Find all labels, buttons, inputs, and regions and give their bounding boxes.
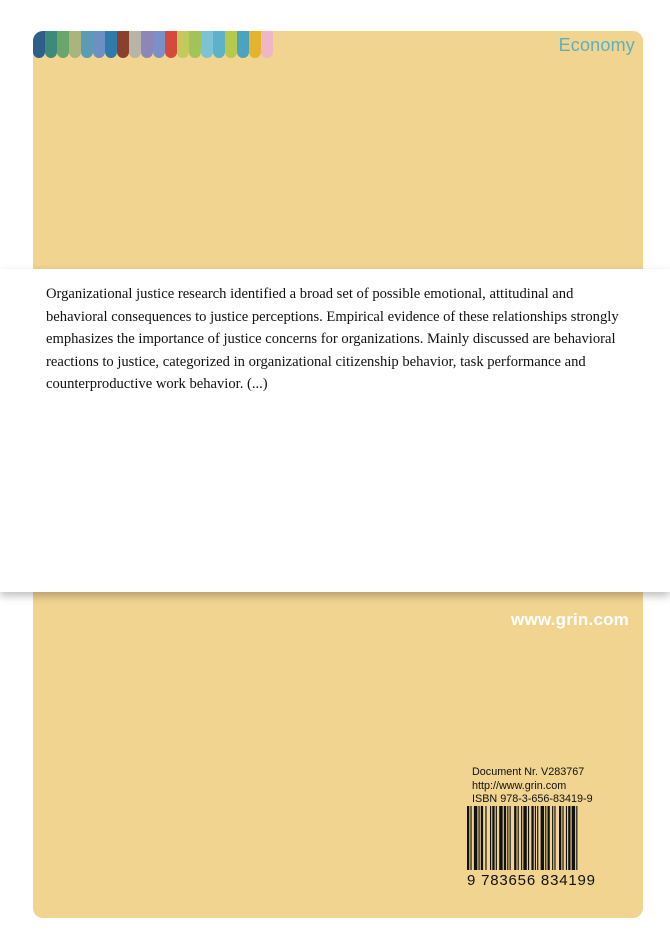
barcode-bar [470, 806, 471, 870]
barcode [467, 806, 627, 896]
cover-top-panel [33, 31, 643, 269]
barcode-bar [496, 806, 497, 870]
color-stripe [249, 31, 261, 58]
barcode-bars [467, 806, 627, 872]
color-stripe [237, 31, 249, 58]
document-number: Document Nr. V283767 [472, 766, 585, 778]
barcode-bar [537, 806, 538, 870]
barcode-bar [576, 806, 577, 870]
color-stripe [165, 31, 177, 58]
barcode-bar [572, 806, 575, 870]
color-stripe [261, 31, 273, 58]
barcode-bar [528, 806, 529, 870]
barcode-bar [535, 806, 536, 870]
color-stripe [201, 31, 213, 58]
color-stripe [33, 31, 45, 58]
color-stripe [141, 31, 153, 58]
barcode-bar [514, 806, 516, 870]
barcode-bar [485, 806, 486, 870]
color-stripe [93, 31, 105, 58]
barcode-bar [507, 806, 508, 870]
color-stripe [117, 31, 129, 58]
barcode-bar [510, 806, 511, 870]
color-stripe [213, 31, 225, 58]
website-label: www.grin.com [511, 610, 629, 629]
color-stripe [129, 31, 141, 58]
document-info [472, 766, 593, 807]
barcode-bar [523, 806, 526, 870]
color-stripe [189, 31, 201, 58]
blurb-panel [0, 269, 670, 592]
barcode-bar [521, 806, 522, 870]
barcode-bar [531, 806, 533, 870]
barcode-bar [559, 806, 561, 870]
document-url: http://www.grin.com [472, 779, 567, 792]
isbn: ISBN 978-3-656-83419-9 [472, 793, 593, 805]
barcode-bar [474, 806, 477, 870]
barcode-bar [492, 806, 494, 870]
barcode-bar [479, 806, 480, 870]
color-stripe [69, 31, 81, 58]
barcode-bar [499, 806, 502, 870]
barcode-bar [554, 806, 555, 870]
barcode-digits: 9 783656 834199 [467, 872, 596, 889]
color-stripe [153, 31, 165, 58]
barcode-bar [562, 806, 563, 870]
barcode-bar [566, 806, 567, 870]
cover-bottom-panel [33, 592, 643, 918]
barcode-bar [504, 806, 506, 870]
color-stripe [105, 31, 117, 58]
barcode-bar [467, 806, 469, 870]
color-stripe [225, 31, 237, 58]
color-stripes [33, 31, 273, 58]
barcode-bar [481, 806, 483, 870]
barcode-bar [552, 806, 553, 870]
category-label: Economy [558, 35, 635, 55]
color-stripe [57, 31, 69, 58]
barcode-bar [490, 806, 491, 870]
barcode-bar [545, 806, 546, 870]
barcode-bar [518, 806, 519, 870]
barcode-bar [541, 806, 544, 870]
color-stripe [81, 31, 93, 58]
color-stripe [45, 31, 57, 58]
barcode-bar [568, 806, 570, 870]
color-stripe [177, 31, 189, 58]
barcode-bar [548, 806, 550, 870]
blurb-text: Organizational justice research identified a broad set of possible emotional, attitudinal and behavioral consequences to justice perceptions. Empirical evidence of these relationships strongly emphasizes the importance of justice concerns for organizations. Mainly discussed are behavioral reactions to justice, categorized in organizational citizenship behavior, task performance and counterproductive work behavior. (...) [46, 286, 619, 393]
